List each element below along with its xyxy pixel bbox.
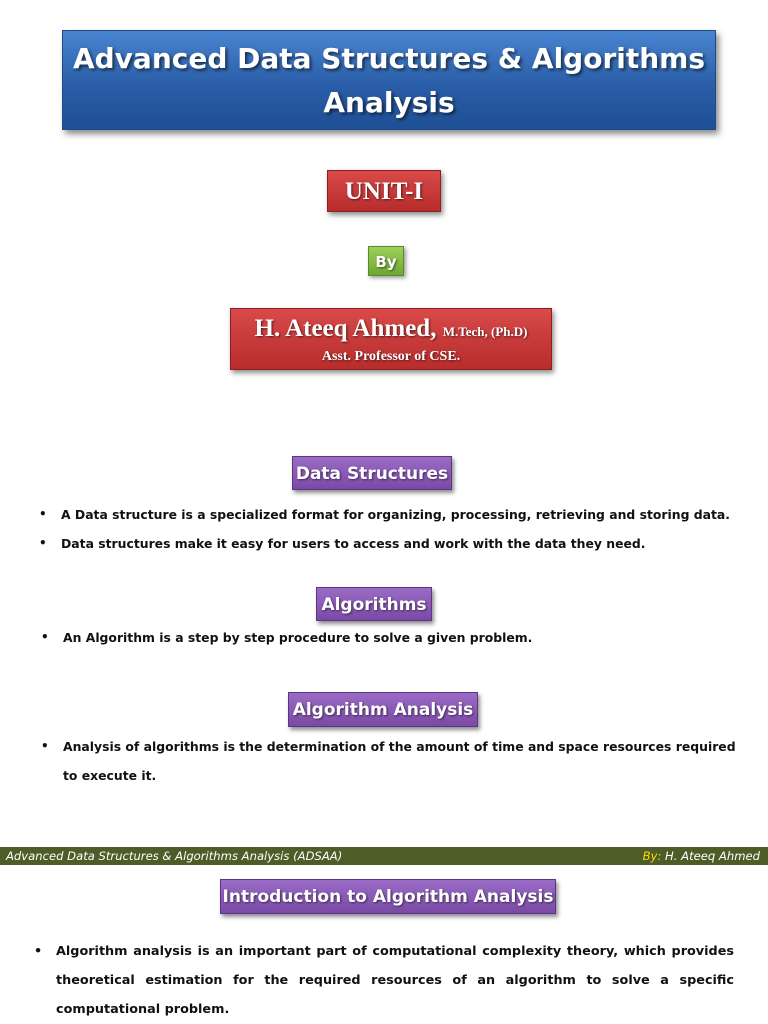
bullet-icon: • <box>39 507 47 521</box>
list-item <box>39 507 730 522</box>
author-position: Asst. Professor of CSE. <box>321 349 461 364</box>
list-item <box>41 630 533 645</box>
list-item-text: Analysis of algorithms is the determination of the amount of time and space resources required <box>63 739 736 754</box>
intro-paragraph-text: Algorithm analysis is an important part of computational complexity theory, which provides theoretical estimation for the required resources of an algorithm to solve a specific computational problem. <box>56 944 734 1017</box>
bullet-icon: • <box>41 739 49 753</box>
list-item <box>41 739 736 754</box>
section-heading-data-structures: Data Structures <box>292 456 452 490</box>
author-banner <box>230 308 552 370</box>
list-item-text: An Algorithm is a step by step procedure to solve a given problem. <box>63 630 533 645</box>
title-banner <box>62 30 716 130</box>
title-line-2: Analysis <box>323 86 455 119</box>
footer-bar <box>0 847 768 865</box>
list-item-text: A Data structure is a specialized format for organizing, processing, retrieving and storing data. <box>61 507 730 522</box>
bullet-icon: • <box>41 630 49 644</box>
author-name: H. Ateeq Ahmed, <box>254 315 437 342</box>
footer-author <box>643 847 760 865</box>
title-line-1: Advanced Data Structures & Algorithms <box>72 42 706 75</box>
list-item-continuation: to execute it. <box>63 768 157 783</box>
footer-author-name: H. Ateeq Ahmed <box>661 849 760 863</box>
footer-by-label: By: <box>642 849 662 863</box>
list-item <box>39 536 646 551</box>
bullet-icon: • <box>34 944 43 959</box>
list-item-text: Data structures make it easy for users to access and work with the data they need. <box>61 536 646 551</box>
intro-paragraph <box>34 937 734 1024</box>
bullet-icon: • <box>39 536 47 550</box>
author-name-line <box>231 315 551 343</box>
unit-badge: UNIT-I <box>327 170 441 212</box>
section-heading-algorithm-analysis: Algorithm Analysis <box>288 692 478 727</box>
footer-course-title: Advanced Data Structures & Algorithms Analysis (ADSAA) <box>6 849 343 863</box>
section-heading-algorithms: Algorithms <box>316 587 432 621</box>
section-heading-introduction: Introduction to Algorithm Analysis <box>220 879 556 914</box>
author-degrees: M.Tech, (Ph.D) <box>442 324 528 339</box>
by-badge: By <box>368 246 404 276</box>
